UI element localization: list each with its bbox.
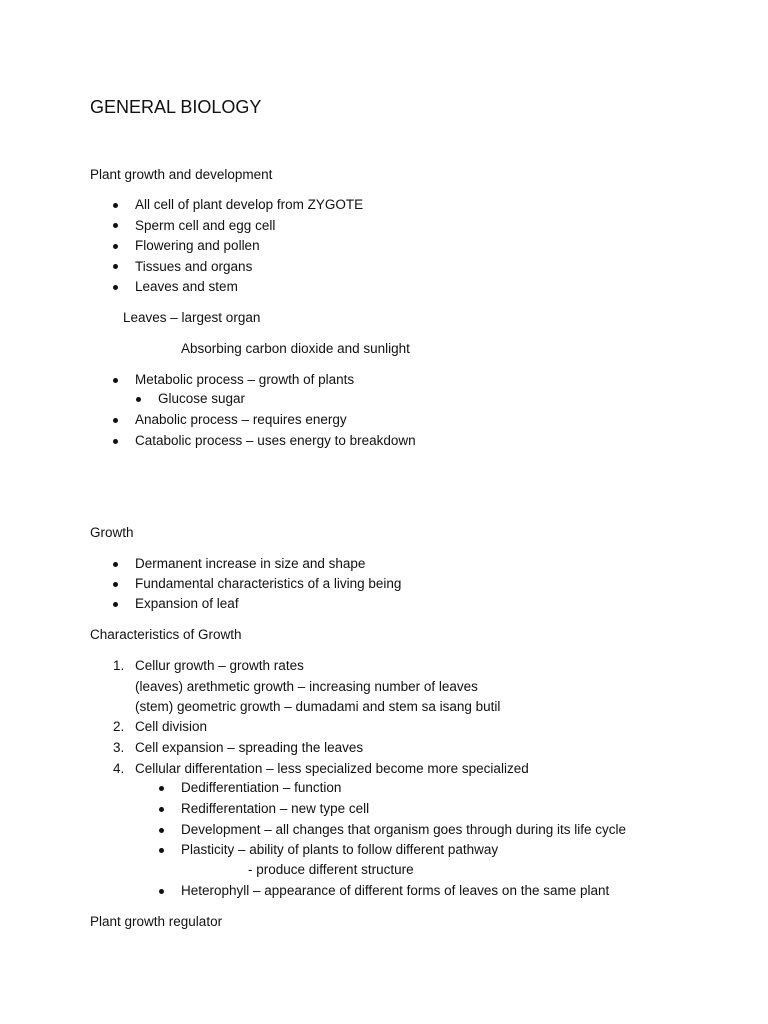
list-item: Catabolic process – uses energy to breakdown [135, 433, 416, 448]
list-item: Metabolic process – growth of plants [135, 372, 355, 387]
bullet-marker [159, 786, 164, 791]
list-item: Leaves and stem [135, 279, 238, 294]
bullet-marker [159, 807, 164, 812]
bullet-marker [159, 889, 164, 894]
sub-list-item: Glucose sugar [158, 391, 246, 406]
bullet-marker [159, 848, 164, 853]
bullet-marker [113, 418, 118, 423]
sub-list-item: Development – all changes that organism goes through during its life cycle [181, 822, 626, 837]
numbered-item: Cellur growth – growth rates [135, 658, 304, 673]
bullet-marker [113, 378, 118, 383]
bullet-marker [113, 582, 118, 587]
numbered-item: Cell expansion – spreading the leaves [135, 740, 364, 755]
sub-list-item: Redifferentation – new type cell [181, 801, 370, 816]
document-title: GENERAL BIOLOGY [90, 97, 262, 117]
list-item: Flowering and pollen [135, 238, 260, 253]
bullet-marker [113, 244, 118, 249]
list-item: Tissues and organs [135, 259, 253, 274]
bullet-marker [113, 223, 118, 228]
sub-list-item: Heterophyll – appearance of different forms of leaves on the same plant [181, 883, 610, 898]
bullet-marker [113, 562, 118, 567]
list-item: Dermanent increase in size and shape [135, 556, 366, 571]
list-item: Anabolic process – requires energy [135, 412, 347, 427]
section-heading-plant-growth: Plant growth and development [90, 167, 273, 182]
note-absorbing: Absorbing carbon dioxide and sunlight [181, 341, 410, 356]
numbered-item: Cellular differentation – less specialized become more specialized [135, 761, 529, 776]
list-number: 2. [113, 719, 125, 734]
list-item: Sperm cell and egg cell [135, 218, 276, 233]
sub-list-item: Plasticity – ability of plants to follow different pathway [181, 842, 499, 857]
numbered-item-continuation: (leaves) arethmetic growth – increasing number of leaves [135, 679, 478, 694]
list-item: Expansion of leaf [135, 596, 239, 611]
list-item: Fundamental characteristics of a living being [135, 576, 402, 591]
section-heading-regulator: Plant growth regulator [90, 914, 223, 929]
bullet-marker [113, 264, 118, 269]
bullet-marker [113, 285, 118, 290]
bullet-marker [113, 439, 118, 444]
numbered-item-continuation: (stem) geometric growth – dumadami and stem sa isang butil [135, 699, 501, 714]
section-heading-characteristics: Characteristics of Growth [90, 627, 242, 642]
list-item: All cell of plant develop from ZYGOTE [135, 197, 364, 212]
sub-list-continuation: - produce different structure [248, 862, 414, 877]
section-heading-growth: Growth [90, 525, 134, 540]
sub-list-item: Dedifferentiation – function [181, 780, 342, 795]
bullet-marker [159, 828, 164, 833]
numbered-item: Cell division [135, 719, 208, 734]
bullet-marker [136, 397, 141, 402]
list-number: 4. [113, 761, 125, 776]
bullet-marker [113, 602, 118, 607]
list-number: 3. [113, 740, 125, 755]
note-leaves: Leaves – largest organ [123, 310, 261, 325]
bullet-marker [113, 203, 118, 208]
list-number: 1. [113, 658, 125, 673]
